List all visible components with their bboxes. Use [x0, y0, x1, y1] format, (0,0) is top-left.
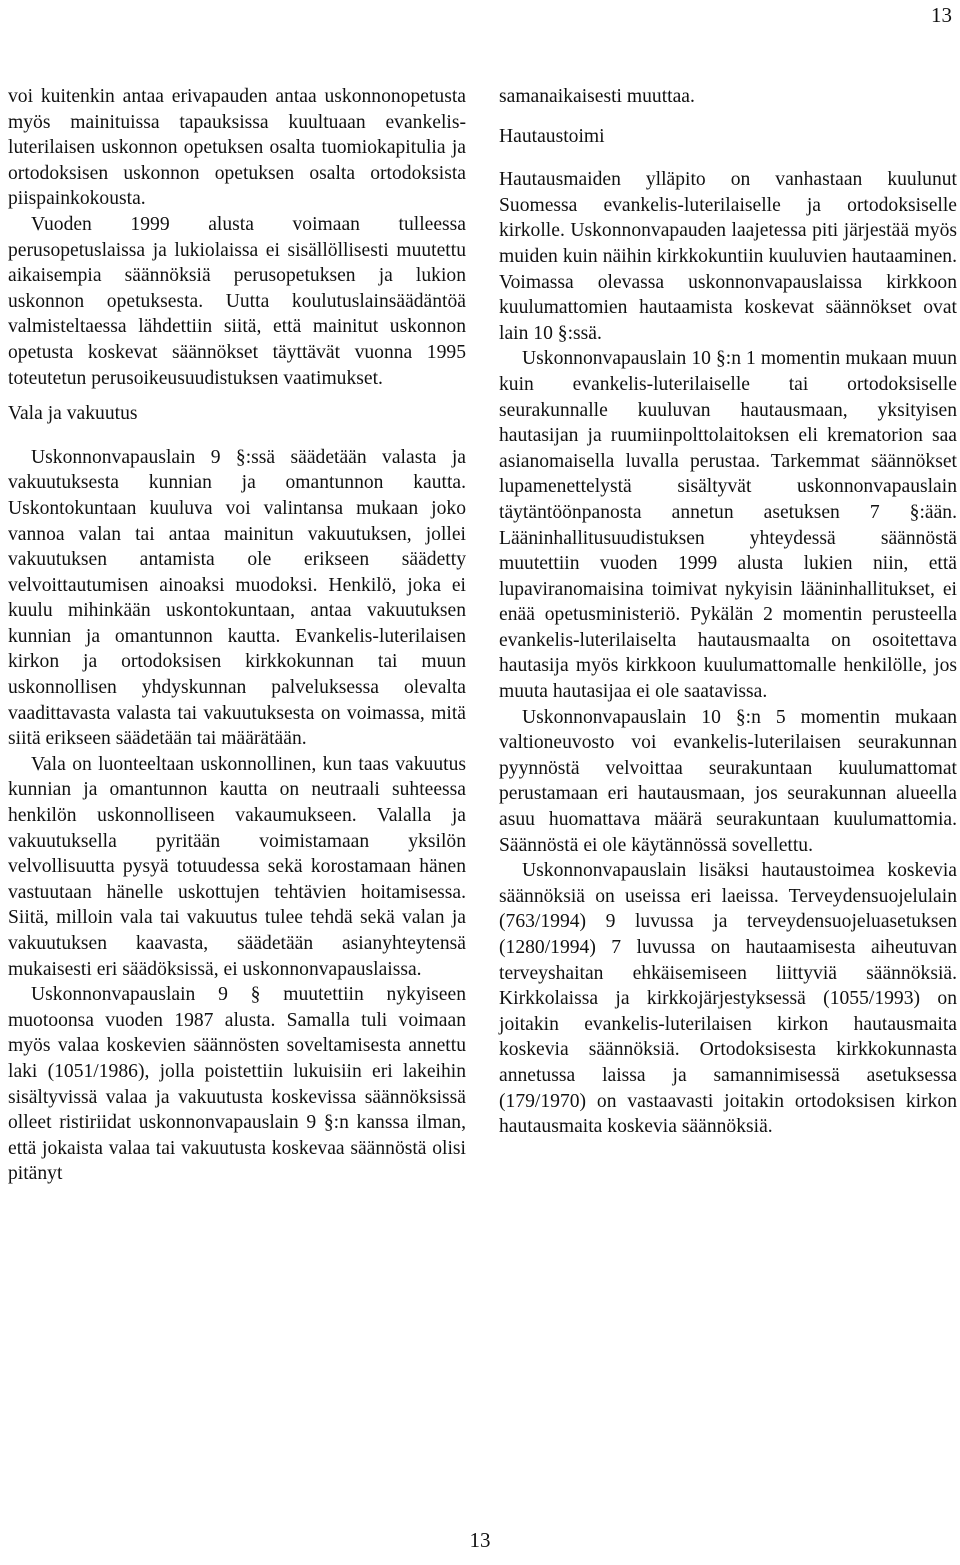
right-paragraph-5: Uskonnonvapauslain lisäksi hautaustoimea koskevia säännöksiä on useissa eri laeissa. Terveydensuojelulain (763/1994) 9 luvussa ja terveydensuojeluasetuksen (1280/1994) 7 luvussa on hautaamisesta aiheutuvan terveyshaitan ehkäisemiseen liittyviä säännöksiä. Kirkkolaissa ja kirkkojärjestyksessä (1055/1993) on joitakin evankelis-luterilaisen kirkon hautausmaita koskevia säännöksiä. Ortodoksisesta kirkkokunnasta annetussa laissa ja samannimisessä asetuksessa (179/1970) on vastaavasti joitakin ortodoksisen kirkon hautausmaita koskevia säännöksiä.: [499, 860, 957, 1138]
left-paragraph-4: Vala on luonteeltaan uskonnollinen, kun taas vakuutus kunnian ja omantunnon kautta on neutraali suhteessa henkilön uskonnolliseen vakaumukseen. Valalla ja vakuutuksella pyritään voimistamaan yksilön velvollisuutta pysyä totuudessa sekä korostamaan hänen vastuutaan hänelle uskottujen tehtävien hoitamisessa. Siitä, milloin vala tai vakuutus tulee tehdä sekä valan ja vakuutuksen kaavasta, säädetään asianyhteytensä mukaisesti eri säädöksissä, ei uskonnonvapauslaissa.: [8, 753, 466, 980]
page-number-top: 13: [931, 3, 952, 27]
left-paragraph-2: Vuoden 1999 alusta voimaan tulleessa perusopetuslaissa ja lukiolaissa ei sisällöllisesti muutettu aikaisempia säännöksiä perusopetuksen ja lukion uskonnon opetuksesta. Uutta koulutuslainsäädäntöä valmisteltaessa lähdettiin siitä, että mainitut uskonnon opetusta koskevat säännökset täyttävät vuonna 1995 toteutetun perusoikeusuudistuksen vaatimukset.: [8, 213, 466, 389]
right-paragraph-3: Uskonnonvapauslain 10 §:n 1 momentin mukaan muun kuin evankelis-luterilaiselle tai ortodoksiselle seurakunnalle kuuluvan hautausmaan, yksityisen hautasijan ja ruumiinpolttolaitoksen eli krematorion saa asianomaisella luvalla perustaa. Tarkemmat säännökset lupamenettelystä sisältyvät uskonnonvapauslain täytäntöönpanosta annetun asetuksen 7 §:ään. Lääninhallitusuudistuksen yhteydessä säännöstä muutettiin vuoden 1999 alusta lukien niin, että lupaviranomaisina toimivat nykyisin lääninhallitukset, ei enää opetusministeriö. Pykälän 2 momentin perusteella evankelis-luterilaiselta hautausmaalta on osoitettava hautasija myös kirkkoon kuulumattomalle henkilölle, jos muuta hautasijaa ei ole saatavissa.: [499, 348, 957, 703]
left-paragraph-3: Uskonnonvapauslain 9 §:ssä säädetään valasta ja vakuutuksesta kunnian ja omantunnon kautta. Uskontokuntaan kuuluva voi valintansa mukaan joko vannoa valan tai antaa mainitun vakuutuksen, jollei vakuutuksen antamista ole erikseen säädetty velvoittautumisen ainoaksi muodoksi. Henkilö, joka ei kuulu mihinkään uskontokuntaan, antaa vakuutuksen kunnian ja omantunnon kautta. Evankelis-luterilaisen kirkon ja ortodoksisen kirkkokunnan tai muun uskonnollisen yhdyskunnan palveluksessa olevalta vaadittavasta valasta tai vakuutuksesta on voimassa, mitä siitä erikseen säädetään tai määrätään.: [8, 446, 466, 750]
right-paragraph-2: Hautausmaiden ylläpito on vanhastaan kuulunut Suomessa evankelis-luterilaiselle ja ortodoksiselle kirkolle. Uskonnonvapauden laajetessa piti järjestää myös muiden kuin näihin kirkkokuntiin kuuluvien hautaaminen. Voimassa olevassa uskonnonvapauslaissa kirkkoon kuulumattomien hautaamista koskevat säännökset ovat lain 10 §:ssä.: [499, 169, 957, 344]
section-heading-hautaustoimi: Hautaustoimi: [499, 125, 605, 147]
left-paragraph-5: Uskonnonvapauslain 9 § muutettiin nykyiseen muotoonsa vuoden 1987 alusta. Samalla tuli voimaan myös valaa koskevien säännösten soveltamisesta annettu laki (1051/1986), jolla poistettiin lukuisiin eri lakeihin sisältyvissä valaa ja vakuutusta koskevissa säännöksissä olleet ristiriidat uskonnonvapauslain 9 §:n kanssa ilman, että jokaista valaa tai vakuutusta koskevaa säännöstä olisi pitänyt: [8, 984, 466, 1185]
right-column: [499, 84, 957, 1140]
left-paragraph-1: voi kuitenkin antaa erivapauden antaa uskonnonopetusta myös mainituissa tapauksissa kuultuaan evankelis-luterilaisen uskonnon opetuksen osalta tuomiokapitulia ja ortodoksisen uskonnon opetuksen osalta ortodoksista piispainkokousta.: [8, 86, 466, 210]
right-paragraph-4: Uskonnonvapauslain 10 §:n 5 momentin mukaan valtioneuvosto voi evankelis-luterilaisen seurakunnan pyynnöstä velvoittaa seurakuntaan kuulumattomat perustamaan eri hautausmaan, jos seurakunnan alueella asuu huomattava määrä seurakuntaan kuulumattomia. Säännöstä ei ole käytännössä sovellettu.: [499, 706, 957, 856]
left-column: [8, 84, 466, 1187]
section-heading-vala-ja-vakuutus: Vala ja vakuutus: [8, 403, 138, 425]
page-number-bottom: 13: [469, 1528, 491, 1552]
right-paragraph-1: samanaikaisesti muuttaa.: [499, 86, 695, 107]
